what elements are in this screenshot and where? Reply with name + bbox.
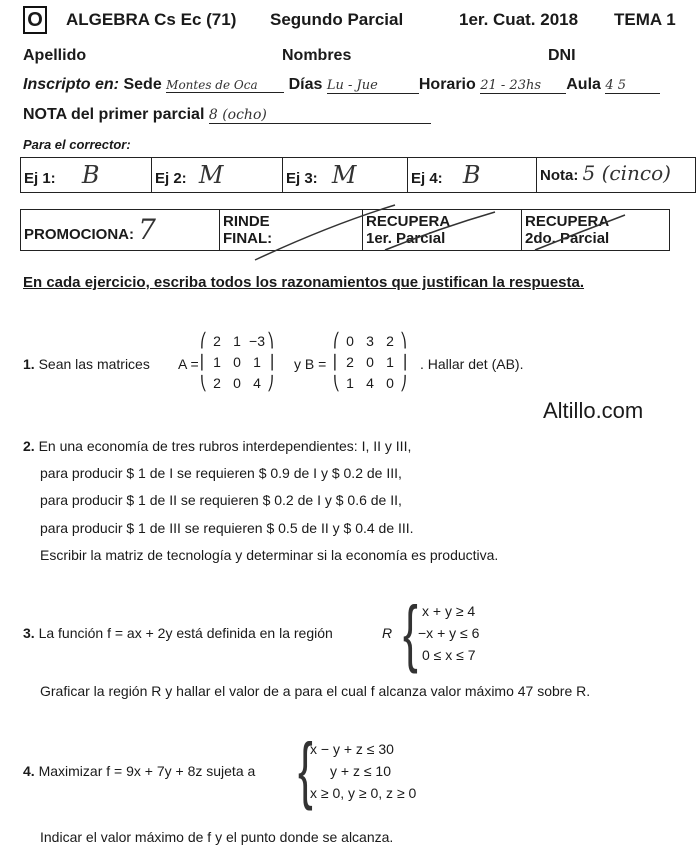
exam-title: Segundo Parcial [270, 10, 404, 29]
matrix-b-right-paren: ⎞ ⎟ ⎠ [400, 332, 407, 391]
rinde-line2: FINAL: [223, 230, 273, 247]
ej4-label: Ej 4: [411, 170, 443, 187]
promociona-label: PROMOCIONA: [24, 226, 134, 243]
matrix-a [200, 330, 274, 393]
inscripto-label: Inscripto en: [23, 76, 120, 93]
corrector-label: Para el corrector: [23, 137, 131, 152]
q4-constraint-3: x ≥ 0, y ≥ 0, z ≥ 0 [310, 785, 417, 801]
matrix-a-entry: 1 [233, 332, 241, 349]
recupera1-line1: RECUPERA [366, 213, 451, 230]
matrix-b [333, 330, 407, 393]
matrix-a-entry: 4 [253, 374, 261, 391]
sede-label: Sede [123, 76, 162, 93]
matrix-b-entry: 4 [366, 374, 374, 391]
matrix-b-entry: 1 [346, 374, 354, 391]
matrix-b-entry: 1 [386, 353, 394, 370]
matrix-a-left-paren: ⎛ ⎜ ⎝ [200, 332, 207, 391]
exam-period: 1er. Cuat. 2018 [459, 10, 579, 29]
strike-line-recupera2 [535, 215, 625, 250]
matrix-a-entry: 2 [213, 374, 221, 391]
horario-value: 21 - 23hs [480, 78, 566, 94]
recupera2-line2: 2do. Parcial [525, 230, 610, 247]
matrix-a-entries [207, 330, 267, 393]
q3-question: Graficar la región R y hallar el valor de a para el cual f alcanza valor máximo 47 sobre R. [40, 683, 591, 699]
ej1-label: Ej 1: [24, 170, 56, 187]
ej2-grade: M [198, 161, 224, 189]
sede-value: Montes de Oca [166, 78, 284, 93]
dias-value: Lu - Jue [327, 78, 419, 94]
apellido-label: Apellido [23, 47, 87, 64]
q4-intro [23, 763, 255, 779]
instruction: En cada ejercicio, escriba todos los razonamientos que justifican la respuesta. [23, 274, 585, 291]
q3-number: 3. [23, 625, 35, 641]
nota-primer-label: NOTA del primer parcial [23, 106, 205, 123]
matrix-b-entry: 0 [346, 332, 354, 349]
q1-number: 1. [23, 356, 35, 372]
q1-b-label: y B = [294, 356, 327, 372]
q2-line2: para producir $ 1 de I se requieren $ 0.9 de I y $ 0.2 de III, [40, 465, 402, 481]
ej2-label: Ej 2: [155, 170, 187, 187]
matrix-b-entry: 0 [366, 353, 374, 370]
q4-constraint-2: y + z ≤ 10 [330, 763, 391, 779]
matrix-a-entry: −3 [249, 332, 265, 349]
matrix-a-entry: 1 [253, 353, 261, 370]
matrix-a-entry: 1 [213, 353, 221, 370]
tema-label: TEMA 1 [614, 10, 676, 29]
dni-label: DNI [548, 47, 576, 64]
nota-primer-value: 8 (ocho) [209, 107, 431, 124]
q3-constraint-1: x + y ≥ 4 [422, 603, 476, 619]
q4-brace: { [297, 728, 313, 811]
matrix-b-entry: 2 [386, 332, 394, 349]
q2-line1 [23, 438, 411, 454]
matrix-a-entry: 2 [213, 332, 221, 349]
q2-line4: para producir $ 1 de III se requieren $ 0.5 de II y $ 0.4 de III. [40, 520, 414, 536]
q3-intro-text: La función f = ax + 2y está definida en la región [38, 625, 333, 641]
nombres-label: Nombres [282, 47, 352, 64]
matrix-b-entry: 0 [386, 374, 394, 391]
horario-label: Horario [418, 76, 476, 93]
matrix-a-right-paren: ⎞ ⎟ ⎠ [267, 332, 274, 391]
strike-line-recupera1 [385, 212, 495, 250]
ej1-grade: B [81, 161, 100, 189]
matrix-a-entry: 0 [233, 374, 241, 391]
q4-question: Indicar el valor máximo de f y el punto donde se alcanza. [40, 829, 394, 845]
matrix-a-entry: 0 [233, 353, 241, 370]
matrix-b-entry: 3 [366, 332, 374, 349]
q3-constraint-2: −x + y ≤ 6 [418, 625, 480, 641]
promociona-mark: 7 [138, 213, 156, 246]
tema-letter-box: O [23, 6, 47, 34]
strike-line-rinde [255, 205, 395, 260]
q3-intro [23, 625, 333, 641]
q1-a-label: A = [178, 356, 199, 372]
recupera2-line1: RECUPERA [525, 213, 610, 230]
q1-intro-text: Sean las matrices [38, 356, 150, 372]
ej4-grade: B [462, 161, 481, 189]
q2-line1-text: En una economía de tres rubros interdependientes: I, II y III, [38, 438, 412, 454]
q4-intro-text: Maximizar f = 9x + 7y + 8z sujeta a [38, 763, 256, 779]
matrix-b-entry: 2 [346, 353, 354, 370]
q4-number: 4. [23, 763, 35, 779]
ej3-grade: M [331, 161, 357, 189]
nota-label: Nota: [540, 167, 579, 184]
ej3-label: Ej 3: [286, 170, 318, 187]
q4-constraints [310, 738, 416, 804]
final-grade: 5 (cinco) [582, 161, 671, 185]
q2-line5: Escribir la matriz de tecnología y determinar si la economía es productiva. [40, 547, 499, 563]
matrix-b-left-paren: ⎛ ⎜ ⎝ [333, 332, 340, 391]
q3-brace: { [402, 591, 418, 674]
q4-constraint-1: x − y + z ≤ 30 [310, 741, 394, 757]
rinde-line1: RINDE [223, 213, 270, 230]
q2-number: 2. [23, 438, 35, 454]
course-title: ALGEBRA Cs Ec (71) [66, 10, 237, 29]
q1-intro [23, 356, 150, 372]
matrix-b-entries [340, 330, 400, 393]
dias-label: Días [288, 76, 323, 93]
recupera1-line2: 1er. Parcial [366, 230, 446, 247]
q1-question: . Hallar det (AB). [420, 356, 524, 372]
watermark: Altillo.com [543, 398, 644, 423]
aula-label: Aula [566, 76, 601, 93]
q3-constraint-3: 0 ≤ x ≤ 7 [422, 647, 476, 663]
aula-value: 4 5 [605, 78, 660, 94]
q3-region-label: R [382, 625, 393, 641]
q3-constraints [418, 600, 479, 666]
q2-line3: para producir $ 1 de II se requieren $ 0.2 de I y $ 0.6 de II, [40, 492, 402, 508]
